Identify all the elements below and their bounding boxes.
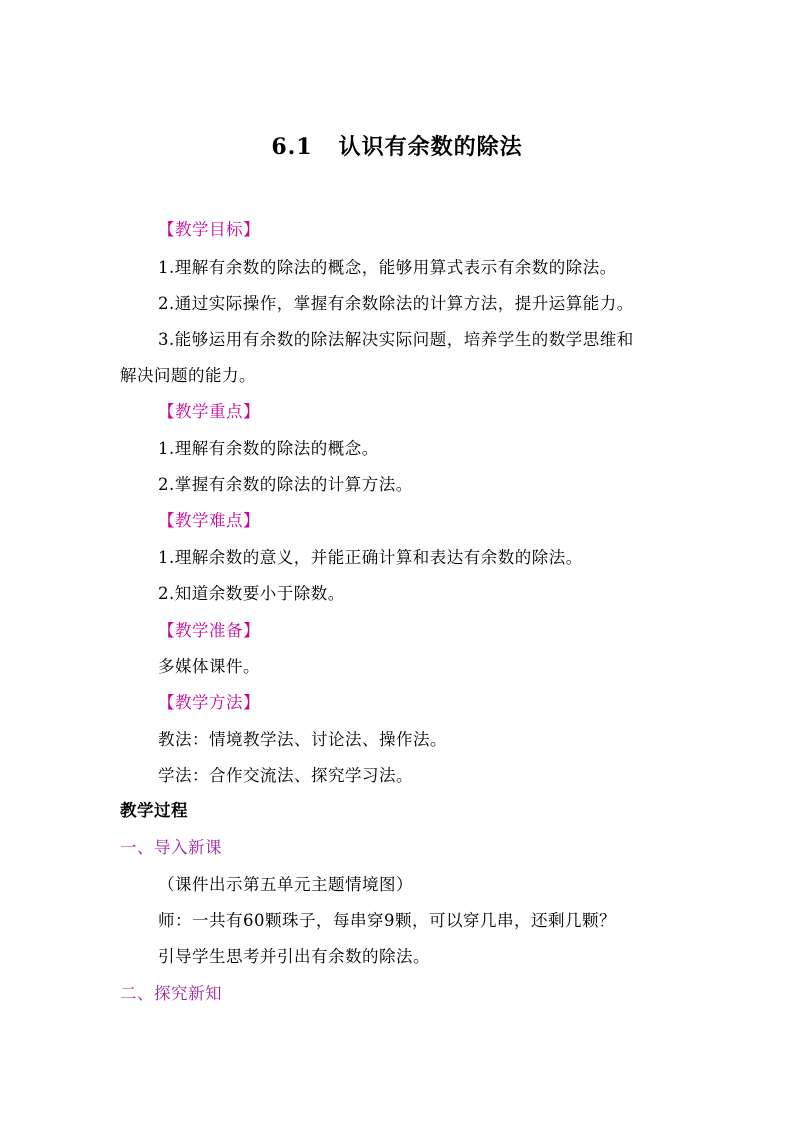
key-item-1: 1.理解有余数的除法的概念。: [158, 439, 379, 458]
heading-key-points: 【教学重点】: [158, 402, 260, 421]
key-item-2: 2.掌握有余数的除法的计算方法。: [158, 475, 413, 494]
goal-item-2: 2.通过实际操作，掌握有余数除法的计算方法，提升运算能力。: [158, 294, 634, 313]
method-item-2: 学法：合作交流法、探究学习法。: [158, 766, 413, 785]
goal-item-3-continued: 解决问题的能力。: [120, 366, 256, 385]
page-title: [0, 130, 794, 161]
difficulty-item-2: 2.知道余数要小于除数。: [158, 584, 345, 603]
difficulty-item-1: 1.理解余数的意义，并能正确计算和表达有余数的除法。: [158, 548, 583, 567]
method-item-1: 教法：情境教学法、讨论法、操作法。: [158, 730, 447, 749]
heading-preparation: 【教学准备】: [158, 621, 260, 640]
goal-item-1: 1.理解有余数的除法的概念，能够用算式表示有余数的除法。: [158, 258, 617, 277]
heading-teaching-process: 教学过程: [120, 801, 188, 820]
intro-paragraph-3: 引导学生思考并引出有余数的除法。: [158, 947, 430, 966]
section-intro-heading: 一、导入新课: [120, 838, 222, 857]
heading-difficulties: 【教学难点】: [158, 511, 260, 530]
section-explore-heading: 二、探究新知: [120, 984, 222, 1003]
heading-teaching-goals: 【教学目标】: [158, 220, 260, 239]
title-number: 6.1: [271, 134, 313, 160]
intro-paragraph-1: （课件出示第五单元主题情境图）: [158, 875, 413, 894]
intro-paragraph-2: 师：一共有60颗珠子，每串穿9颗，可以穿几串，还剩几颗？: [158, 911, 616, 930]
goal-item-3: 3.能够运用有余数的除法解决实际问题，培养学生的数学思维和: [158, 330, 634, 349]
heading-methods: 【教学方法】: [158, 693, 260, 712]
title-text: 认识有余数的除法: [338, 134, 523, 160]
preparation-item: 多媒体课件。: [158, 657, 260, 676]
